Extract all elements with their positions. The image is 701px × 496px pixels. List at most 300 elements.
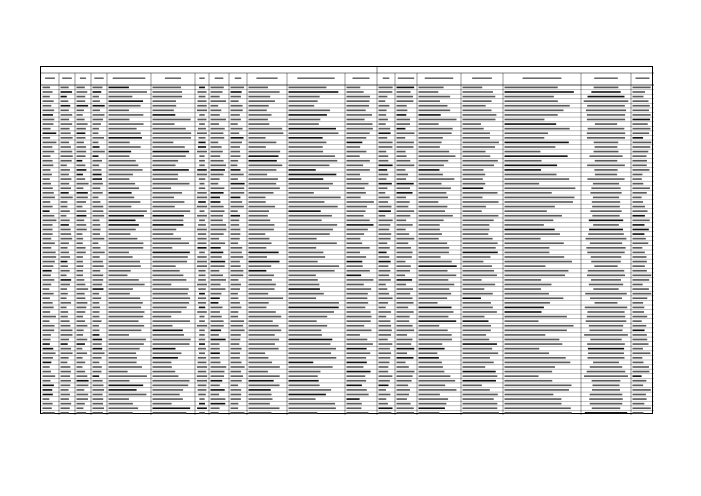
table-cell-text — [231, 91, 242, 93]
table-cell-text — [153, 247, 173, 249]
table-cell-text — [633, 366, 649, 368]
table-cell-text — [347, 265, 363, 267]
table-cell-text — [43, 233, 53, 235]
table-cell-text — [231, 385, 239, 387]
table-cell-text — [379, 238, 391, 240]
table-cell-text — [231, 380, 242, 382]
table-cell-text — [463, 284, 496, 286]
table-cell-text — [153, 242, 189, 244]
table-cell-text — [211, 178, 220, 180]
table-cell-text — [211, 123, 220, 125]
table-cell-text — [590, 366, 622, 368]
table-cell-text — [77, 178, 86, 180]
table-cell-text — [93, 311, 100, 313]
table-cell-text — [197, 256, 206, 258]
table-cell-text — [197, 229, 207, 231]
table-cell-text — [109, 407, 139, 409]
table-cell-text — [397, 302, 414, 304]
table-cell-text — [199, 307, 205, 309]
table-cell-text — [590, 394, 623, 396]
table-cell-text — [419, 123, 439, 125]
table-cell-text — [419, 302, 438, 304]
table-cell-text — [633, 87, 651, 89]
table-cell-text — [77, 320, 86, 322]
column-header-text — [45, 78, 55, 79]
table-cell-text — [77, 146, 87, 148]
table-cell-text — [77, 403, 85, 405]
table-cell-text — [249, 311, 276, 313]
table-cell-text — [505, 325, 574, 327]
table-cell-text — [249, 389, 271, 391]
table-cell-text — [153, 169, 189, 171]
table-cell-text — [419, 105, 448, 107]
table-cell-text — [289, 375, 318, 377]
table-cell-text — [505, 330, 567, 332]
table-cell-text — [463, 197, 483, 199]
table-cell-text — [211, 403, 226, 405]
table-cell-text — [199, 210, 204, 212]
table-cell-text — [77, 247, 86, 249]
table-cell-text — [463, 394, 498, 396]
table-cell-text — [43, 357, 53, 359]
table-cell-text — [43, 87, 51, 89]
table-cell-text — [397, 178, 407, 180]
table-cell-text — [633, 123, 648, 125]
table-cell-text — [289, 398, 316, 400]
table-cell-text — [211, 270, 220, 272]
table-cell-text — [347, 96, 371, 98]
table-cell-text — [379, 371, 389, 373]
table-cell-text — [419, 330, 448, 332]
table-cell-text — [633, 169, 650, 171]
table-cell-text — [199, 275, 206, 277]
table-cell-text — [153, 100, 176, 102]
table-cell-text — [505, 183, 540, 185]
table-cell-text — [419, 343, 443, 345]
table-cell-text — [463, 316, 485, 318]
table-cell-text — [505, 339, 560, 341]
table-cell-text — [61, 398, 69, 400]
table-cell-text — [397, 316, 410, 318]
table-cell-text — [584, 334, 628, 336]
table-cell-text — [153, 403, 172, 405]
table-cell-text — [463, 288, 485, 290]
table-cell-text — [289, 311, 334, 313]
table-cell-text — [77, 128, 86, 130]
table-cell-text — [505, 242, 564, 244]
table-cell-text — [590, 330, 623, 332]
table-cell-text — [231, 210, 238, 212]
table-cell-text — [463, 325, 491, 327]
table-cell-text — [211, 100, 227, 102]
table-cell-text — [153, 311, 182, 313]
table-cell-text — [211, 105, 219, 107]
table-cell-text — [379, 403, 388, 405]
table-cell-text — [397, 380, 412, 382]
table-cell-text — [199, 155, 204, 157]
table-cell-text — [633, 220, 650, 222]
table-cell-text — [249, 270, 267, 272]
table-cell-text — [61, 284, 70, 286]
table-cell-text — [633, 320, 642, 322]
table-cell-text — [588, 352, 624, 354]
table-cell-text — [231, 229, 241, 231]
table-cell-text — [419, 316, 449, 318]
table-cell-text — [463, 293, 493, 295]
table-cell-text — [505, 343, 563, 345]
table-cell-text — [77, 293, 85, 295]
table-cell-text — [249, 275, 275, 277]
table-cell-text — [379, 385, 389, 387]
table-cell-text — [211, 316, 222, 318]
table-cell-text — [397, 265, 411, 267]
table-cell-text — [419, 224, 440, 226]
table-cell-text — [93, 275, 104, 277]
table-cell-text — [594, 169, 617, 171]
table-cell-text — [505, 123, 557, 125]
table-cell-text — [198, 242, 207, 244]
table-cell-text — [231, 288, 240, 290]
table-cell-text — [505, 265, 546, 267]
table-cell-text — [93, 110, 100, 112]
table-cell-text — [211, 352, 220, 354]
table-cell-text — [249, 215, 268, 217]
table-cell-text — [109, 174, 133, 176]
table-cell-text — [463, 132, 490, 134]
table-cell-text — [379, 210, 391, 212]
table-cell-text — [231, 123, 238, 125]
table-cell-text — [463, 229, 490, 231]
table-cell-text — [43, 352, 56, 354]
table-cell-text — [347, 270, 370, 272]
table-cell-text — [153, 160, 179, 162]
table-cell-text — [463, 224, 490, 226]
table-cell-text — [419, 362, 442, 364]
table-cell-text — [379, 146, 393, 148]
table-cell-text — [77, 375, 88, 377]
table-cell-text — [93, 224, 101, 226]
table-cell-text — [211, 132, 224, 134]
column-header-text — [113, 78, 146, 79]
table-cell-text — [197, 407, 207, 409]
table-cell-text — [43, 348, 54, 350]
table-cell-text — [289, 385, 320, 387]
table-cell-text — [505, 261, 572, 263]
table-cell-text — [61, 279, 72, 281]
table-cell-text — [61, 261, 68, 263]
table-cell-text — [397, 201, 410, 203]
table-cell-text — [231, 261, 240, 263]
table-cell-text — [43, 343, 50, 345]
table-cell-text — [419, 91, 439, 93]
table-cell-text — [93, 178, 103, 180]
table-cell-text — [249, 187, 280, 189]
table-cell-text — [633, 407, 651, 409]
table-cell-text — [198, 128, 206, 130]
table-cell-text — [505, 380, 553, 382]
table-cell-text — [463, 160, 498, 162]
table-cell-text — [93, 91, 102, 93]
table-cell-text — [505, 119, 545, 121]
table-cell-text — [397, 233, 410, 235]
table-cell-text — [347, 114, 373, 116]
table-cell-text — [211, 87, 224, 89]
table-cell-text — [347, 293, 368, 295]
table-cell-text — [43, 261, 55, 263]
table-cell-text — [231, 132, 240, 134]
table-cell-text — [347, 192, 366, 194]
table-cell-text — [289, 105, 315, 107]
table-cell-text — [153, 252, 190, 254]
table-cell-text — [109, 178, 130, 180]
table-cell-text — [93, 183, 103, 185]
table-cell-text — [397, 210, 415, 212]
table-cell-text — [109, 155, 130, 157]
table-cell-text — [463, 352, 499, 354]
table-cell-text — [633, 343, 649, 345]
table-cell-text — [419, 183, 442, 185]
table-cell-text — [211, 279, 226, 281]
table-cell-text — [77, 220, 85, 222]
table-cell-text — [231, 252, 242, 254]
table-cell-text — [211, 371, 225, 373]
table-cell-text — [590, 242, 622, 244]
table-cell-text — [379, 302, 389, 304]
table-cell-text — [633, 132, 650, 134]
table-cell-text — [43, 412, 55, 414]
table-cell-text — [197, 197, 207, 199]
table-cell-text — [505, 210, 547, 212]
table-cell-text — [61, 160, 72, 162]
table-cell-text — [109, 325, 145, 327]
table-cell-text — [61, 187, 72, 189]
table-cell-text — [249, 403, 270, 405]
table-cell-text — [463, 87, 483, 89]
table-cell-text — [77, 100, 86, 102]
table-cell-text — [43, 220, 57, 222]
table-cell-text — [289, 261, 318, 263]
table-cell-text — [347, 151, 367, 153]
table-cell-text — [419, 201, 439, 203]
table-cell-text — [505, 407, 571, 409]
table-cell-text — [289, 197, 341, 199]
table-cell-text — [633, 362, 644, 364]
table-cell-text — [61, 302, 72, 304]
table-cell-text — [61, 142, 70, 144]
table-cell-text — [249, 155, 279, 157]
table-cell-text — [379, 187, 388, 189]
table-cell-text — [419, 334, 452, 336]
table-cell-text — [77, 265, 84, 267]
table-cell-text — [43, 100, 54, 102]
table-cell-text — [633, 155, 647, 157]
table-cell-text — [419, 325, 440, 327]
table-cell-text — [200, 183, 205, 185]
table-cell-text — [347, 233, 365, 235]
table-cell-text — [289, 265, 340, 267]
table-cell-text — [347, 146, 361, 148]
table-cell-text — [397, 261, 406, 263]
table-cell-text — [43, 316, 56, 318]
table-cell-text — [249, 256, 267, 258]
table-cell-text — [61, 385, 71, 387]
table-cell-text — [231, 320, 245, 322]
table-cell-text — [93, 165, 100, 167]
table-cell-text — [249, 114, 272, 116]
table-cell-text — [289, 352, 332, 354]
table-cell-text — [153, 206, 175, 208]
table-cell-text — [77, 343, 85, 345]
table-cell-text — [93, 146, 100, 148]
table-cell-text — [587, 252, 624, 254]
table-cell-text — [197, 380, 207, 382]
table-cell-text — [463, 389, 490, 391]
table-cell-text — [249, 297, 284, 299]
table-cell-text — [61, 210, 70, 212]
table-cell-text — [93, 137, 104, 139]
table-cell-text — [43, 155, 51, 157]
table-cell-text — [109, 394, 147, 396]
table-cell-text — [590, 192, 621, 194]
table-cell-text — [633, 348, 643, 350]
table-cell-text — [505, 146, 556, 148]
table-cell-text — [593, 197, 619, 199]
table-cell-text — [109, 252, 129, 254]
table-cell-text — [153, 279, 187, 281]
table-cell-text — [197, 238, 206, 240]
table-cell-text — [463, 91, 493, 93]
table-cell-text — [93, 233, 100, 235]
table-cell-text — [592, 215, 619, 217]
table-cell-text — [505, 91, 574, 93]
table-cell-text — [109, 96, 133, 98]
table-cell-text — [93, 151, 105, 153]
table-cell-text — [211, 151, 223, 153]
table-cell-text — [505, 169, 542, 171]
table-cell-text — [93, 279, 104, 281]
table-cell-text — [61, 357, 69, 359]
table-cell-text — [198, 279, 206, 281]
table-cell-text — [249, 229, 274, 231]
table-cell-text — [109, 142, 130, 144]
table-cell-text — [109, 307, 142, 309]
table-cell-text — [419, 288, 450, 290]
column-header-text — [215, 78, 224, 79]
table-cell-text — [109, 256, 133, 258]
table-cell-text — [211, 407, 220, 409]
table-cell-text — [61, 91, 73, 93]
table-cell-text — [77, 311, 86, 313]
table-cell-text — [397, 146, 414, 148]
table-cell-text — [249, 233, 266, 235]
table-cell-text — [419, 261, 452, 263]
table-cell-text — [289, 137, 323, 139]
table-cell-text — [505, 288, 541, 290]
table-cell-text — [109, 238, 138, 240]
table-cell-text — [77, 169, 87, 171]
table-cell-text — [419, 275, 457, 277]
table-cell-text — [419, 320, 457, 322]
table-cell-text — [211, 357, 220, 359]
table-cell-text — [505, 307, 544, 309]
table-cell-text — [153, 105, 177, 107]
table-cell-text — [397, 142, 414, 144]
table-cell-text — [347, 100, 370, 102]
table-cell-text — [153, 215, 184, 217]
table-cell-text — [463, 123, 482, 125]
table-cell-text — [347, 412, 369, 414]
table-cell-text — [43, 137, 51, 139]
table-cell-text — [93, 284, 103, 286]
table-cell-text — [153, 394, 180, 396]
table-cell-text — [93, 210, 104, 212]
table-cell-text — [199, 339, 206, 341]
table-cell-text — [633, 119, 651, 121]
table-cell-text — [463, 265, 492, 267]
table-cell-text — [61, 371, 71, 373]
table-cell-text — [463, 330, 491, 332]
table-cell-text — [633, 252, 645, 254]
table-cell-text — [109, 412, 133, 414]
table-cell-text — [633, 110, 649, 112]
table-cell-text — [347, 371, 371, 373]
table-cell-text — [633, 142, 652, 144]
table-cell-text — [249, 261, 280, 263]
table-cell-text — [231, 224, 240, 226]
table-cell-text — [77, 394, 89, 396]
table-cell-text — [199, 187, 205, 189]
table-cell-text — [249, 128, 283, 130]
table-cell-text — [379, 123, 386, 125]
table-cell-text — [463, 380, 496, 382]
table-cell-text — [153, 371, 176, 373]
table-cell-text — [463, 137, 490, 139]
table-cell-text — [592, 206, 620, 208]
table-cell-text — [379, 297, 393, 299]
table-cell-text — [397, 293, 411, 295]
table-cell-text — [231, 114, 240, 116]
table-cell-text — [211, 137, 225, 139]
table-cell-text — [109, 366, 142, 368]
table-cell-text — [153, 366, 172, 368]
table-cell-text — [153, 197, 175, 199]
table-cell-text — [379, 279, 391, 281]
table-cell-text — [153, 288, 189, 290]
table-cell-text — [77, 330, 84, 332]
table-cell-text — [211, 412, 219, 414]
table-cell-text — [211, 284, 221, 286]
table-cell-text — [153, 123, 175, 125]
table-cell-text — [211, 210, 225, 212]
table-cell-text — [153, 357, 178, 359]
table-cell-text — [77, 215, 87, 217]
table-cell-text — [77, 398, 88, 400]
table-cell-text — [289, 348, 337, 350]
table-cell-text — [289, 334, 322, 336]
table-cell-text — [289, 119, 321, 121]
table-cell-text — [633, 146, 651, 148]
table-cell-text — [211, 362, 221, 364]
table-cell-text — [153, 320, 190, 322]
table-cell-text — [77, 91, 88, 93]
table-cell-text — [463, 183, 486, 185]
table-cell-text — [43, 215, 55, 217]
table-cell-text — [109, 339, 146, 341]
table-cell-text — [419, 247, 450, 249]
table-cell-text — [249, 366, 280, 368]
table-cell-text — [289, 366, 333, 368]
table-cell-text — [61, 334, 73, 336]
